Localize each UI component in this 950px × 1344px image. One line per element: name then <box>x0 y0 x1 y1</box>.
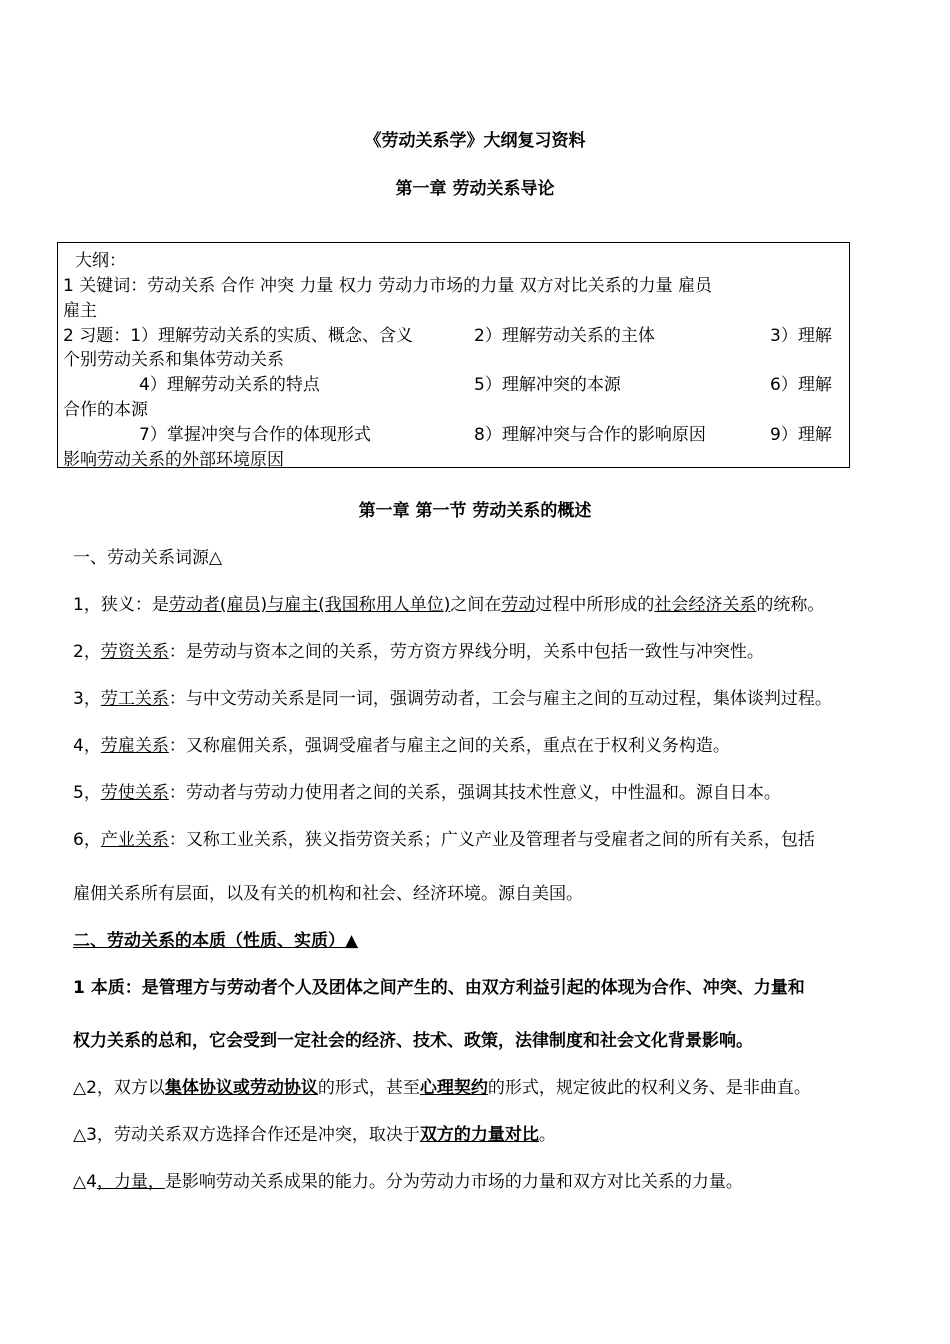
exercise-9-wrap: 影响劳动关系的外部环境原因 <box>63 450 284 470</box>
text: 5， <box>73 783 101 803</box>
section-2-heading: 二、劳动关系的本质（性质、实质）▲ <box>73 931 359 951</box>
text: 2， <box>73 642 101 662</box>
exercise-6-wrap: 合作的本源 <box>63 400 148 420</box>
text: 劳动者(雇员)与雇主(我国称用人单位) <box>168 595 451 615</box>
paragraph-employment <box>73 731 730 756</box>
term: 劳资关系 <box>100 642 169 662</box>
text: 心理契约 <box>419 1078 488 1098</box>
chapter-title: 第一章 劳动关系导论 <box>395 179 555 199</box>
text: ：劳动者与劳动力使用者之间的关系，强调其技术性意义，中性温和。源自日本。 <box>168 783 781 803</box>
text: 双方的力量对比 <box>419 1125 539 1145</box>
paragraph-labor-relations <box>73 684 832 709</box>
paragraph-labor-capital <box>73 637 764 662</box>
exercise-4: 4）理解劳动关系的特点 <box>139 375 320 395</box>
text: 4， <box>73 736 101 756</box>
exercise-1: 2 习题：1）理解劳动关系的实质、概念、含义 <box>63 326 414 346</box>
paragraph-narrow-meaning <box>73 590 824 615</box>
text: 的统称。 <box>756 595 825 615</box>
term: 劳使关系 <box>100 783 169 803</box>
text: ：又称雇佣关系，强调受雇者与雇主之间的关系，重点在于权利义务构造。 <box>168 736 730 756</box>
outline-keywords: 1 关键词：劳动关系 合作 冲突 力量 权力 劳动力市场的力量 双方对比关系的力量 雇员 <box>63 276 713 296</box>
text: ，力量， <box>96 1172 165 1192</box>
text: ：是劳动与资本之间的关系，劳方资方界线分明，关系中包括一致性与冲突性。 <box>168 642 764 662</box>
text: 的形式，规定彼此的权利义务、是非曲直。 <box>487 1078 811 1098</box>
term: 劳雇关系 <box>100 736 169 756</box>
text: ：又称工业关系，狭义指劳资关系；广义产业及管理者与受雇者之间的所有关系，包括 <box>168 830 815 850</box>
paragraph-industrial <box>73 825 815 850</box>
paragraph-labor-user <box>73 778 781 803</box>
text: 过程中所形成的 <box>535 595 655 615</box>
exercise-2: 2）理解劳动关系的主体 <box>474 326 655 346</box>
exercise-5: 5）理解冲突的本源 <box>474 375 621 395</box>
exercise-8: 8）理解冲突与合作的影响原因 <box>474 425 706 445</box>
section-title: 第一章 第一节 劳动关系的概述 <box>358 501 592 521</box>
paragraph-agreement <box>73 1073 811 1098</box>
exercise-3-wrap: 个别劳动关系和集体劳动关系 <box>63 350 284 370</box>
text: △3，劳动关系双方选择合作还是冲突，取决于 <box>73 1125 420 1145</box>
text: 是影响劳动关系成果的能力。分为劳动力市场的力量和双方对比关系的力量。 <box>164 1172 743 1192</box>
exercise-6: 6）理解 <box>770 375 832 395</box>
text: 劳动 <box>501 595 536 615</box>
text: 集体协议或劳动协议 <box>164 1078 318 1098</box>
paragraph-choice <box>73 1120 556 1145</box>
text: △4 <box>73 1172 97 1192</box>
text: △2，双方以 <box>73 1078 165 1098</box>
text: 。 <box>538 1125 556 1145</box>
text: 社会经济关系 <box>654 595 757 615</box>
outline-heading: 大纲： <box>75 251 126 271</box>
term: 产业关系 <box>100 830 169 850</box>
essence-line-1: 1 本质：是管理方与劳动者个人及团体之间产生的、由双方利益引起的体现为合作、冲突、力量和 <box>73 978 805 998</box>
section-1-heading: 一、劳动关系词源△ <box>73 548 223 568</box>
essence-line-2: 权力关系的总和，它会受到一定社会的经济、技术、政策，法律制度和社会文化背景影响。 <box>73 1031 753 1051</box>
text: 6， <box>73 830 101 850</box>
document-title: 《劳动关系学》大纲复习资料 <box>364 131 586 151</box>
text: 1，狭义：是 <box>73 595 169 615</box>
exercise-9: 9）理解 <box>770 425 832 445</box>
paragraph-power <box>73 1167 743 1192</box>
text: 之间在 <box>450 595 502 615</box>
exercise-7: 7）掌握冲突与合作的体现形式 <box>139 425 371 445</box>
paragraph-industrial-cont: 雇佣关系所有层面，以及有关的机构和社会、经济环境。源自美国。 <box>73 884 583 904</box>
text: 3， <box>73 689 101 709</box>
outline-keywords-wrap: 雇主 <box>63 301 97 321</box>
text: ：与中文劳动关系是同一词，强调劳动者，工会与雇主之间的互动过程，集体谈判过程。 <box>168 689 832 709</box>
text: 的形式，甚至 <box>317 1078 420 1098</box>
exercise-3: 3）理解 <box>770 326 832 346</box>
term: 劳工关系 <box>100 689 169 709</box>
